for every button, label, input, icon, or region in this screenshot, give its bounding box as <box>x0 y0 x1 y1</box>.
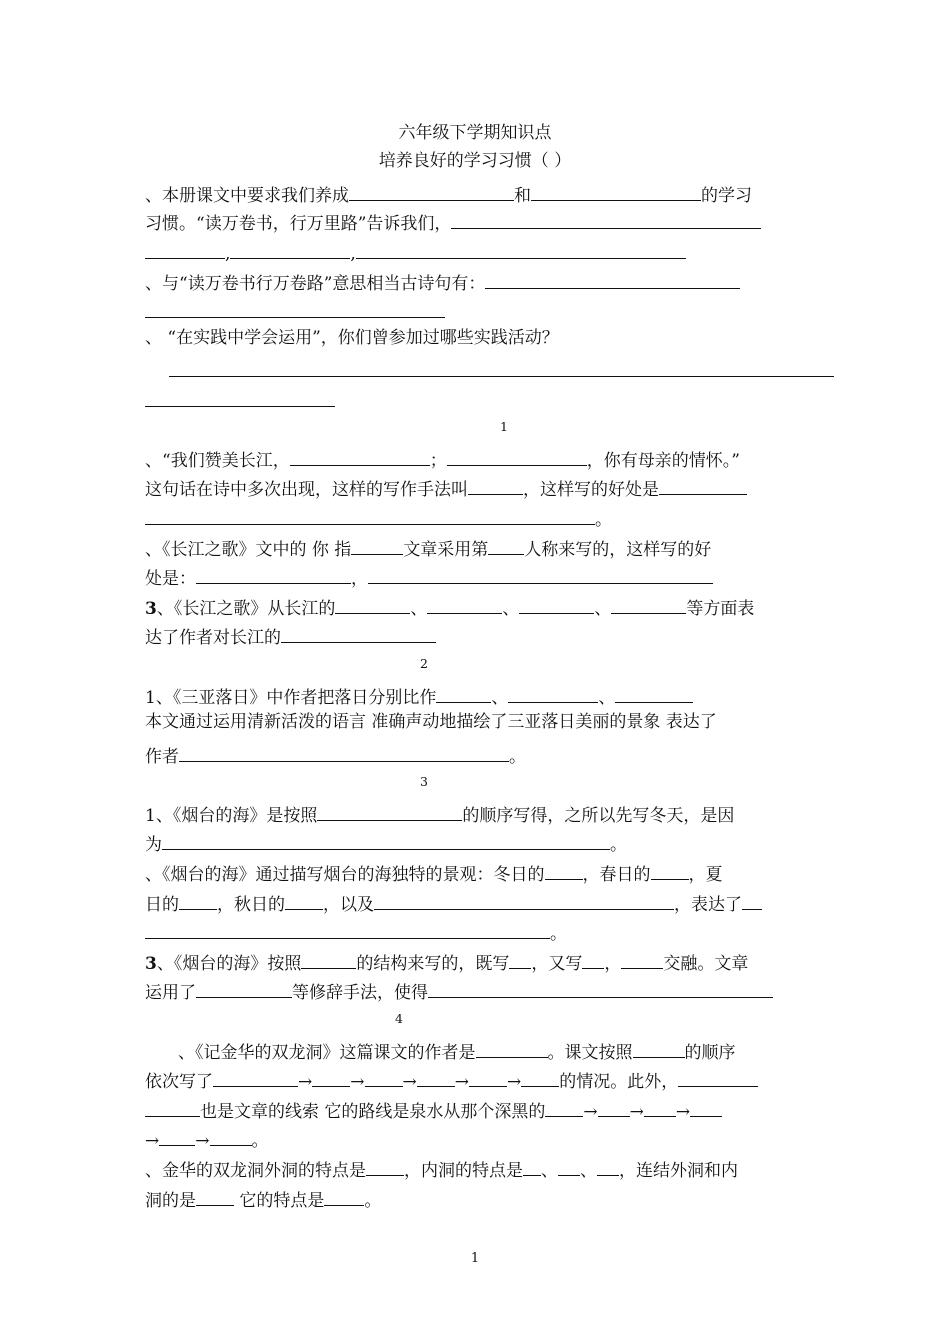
answer-blank <box>651 859 689 880</box>
question-line: 、《记金华的双龙洞》这篇课文的作者是 。课文按照 的顺序 <box>178 1037 736 1064</box>
answer-blank <box>519 593 594 614</box>
section-heading-lesson-1: 1 <box>500 419 509 434</box>
answer-blank <box>488 534 524 555</box>
question-line: 洞的是 它的特点是 。 <box>145 1185 381 1212</box>
answer-blank <box>365 1066 403 1087</box>
question-line: 、与“读万卷书行万卷路”意思相当古诗句有： <box>145 268 740 295</box>
page-number: 1 <box>470 1251 480 1266</box>
answer-blank <box>417 1066 455 1087</box>
answer-blank <box>324 1185 364 1206</box>
answer-blank <box>285 889 323 910</box>
answer-blank <box>508 682 598 703</box>
answer-blank <box>451 208 761 229</box>
answer-blank <box>428 977 773 998</box>
answer-blank <box>598 1096 630 1117</box>
answer-blank <box>145 504 595 525</box>
answer-blank <box>615 682 693 703</box>
answer-blank <box>366 1155 404 1176</box>
answer-blank <box>447 445 587 466</box>
question-line: 1、《烟台的海》是按照 的顺序写得，之所以先写冬天，是因 <box>145 800 734 827</box>
answer-blank <box>545 859 583 880</box>
question-line: 处是： ， <box>145 563 713 590</box>
answer-blank <box>509 948 531 969</box>
answer-blank <box>301 948 356 969</box>
question-line: 。 <box>145 504 612 531</box>
question-line: 、 “在实践中学会运用”，你们曾参加过哪些实践活动？ <box>145 328 559 348</box>
answer-blank <box>523 1155 541 1176</box>
section-heading-lesson-4: 4 <box>395 1011 404 1026</box>
question-line: 这句话在诗中多次出现，这样的写作手法叫 ，这样写的好处是 <box>145 474 747 501</box>
answer-blank <box>145 1096 200 1117</box>
answer-blank <box>290 445 430 466</box>
answer-blank <box>281 622 436 643</box>
question-line <box>145 356 834 383</box>
question-line: 日的 ，秋日的 ，以及 ，表达了 <box>145 889 762 916</box>
answer-blank <box>159 1125 195 1146</box>
answer-blank <box>162 829 610 850</box>
question-line: 本文通过运用清新活泼的语言 准确声动地描绘了三亚落日美丽的景象 表达了 <box>145 712 717 732</box>
answer-blank <box>545 1096 583 1117</box>
question-line: 。 <box>145 918 567 945</box>
question-line: 3、《烟台的海》按照 的结构来写的，既写 ，又写 ， 交融。文章 <box>145 948 748 975</box>
question-line: 达了作者对长江的 <box>145 622 436 649</box>
answer-blank <box>644 1096 676 1117</box>
answer-blank <box>476 1037 548 1058</box>
answer-blank <box>196 1185 234 1206</box>
answer-blank <box>521 1066 559 1087</box>
question-line: 、《长江之歌》文中的 你 指 文章采用第 人称来写的，这样写的好 <box>145 534 711 561</box>
answer-blank <box>145 386 335 407</box>
question-line: 、“我们赞美长江， ； ，你有母亲的情怀。” <box>145 445 740 472</box>
answer-blank <box>468 474 523 495</box>
question-line: 习惯。“读万卷书，行万里路”告诉我们， <box>145 208 761 235</box>
answer-blank <box>335 593 410 614</box>
answer-blank <box>427 593 502 614</box>
question-line: 依次写了 → → → → → 的情况。此外， <box>145 1066 758 1093</box>
question-line: 3、《长江之歌》从长江的 、 、 、 等方面表 <box>145 593 754 620</box>
answer-blank <box>678 1066 758 1087</box>
section-heading-lesson-2: 2 <box>420 656 429 671</box>
answer-blank <box>633 1037 685 1058</box>
answer-blank <box>582 948 604 969</box>
question-line <box>145 386 335 413</box>
answer-blank <box>368 563 713 584</box>
question-line: 运用了 等修辞手法，使得 <box>145 977 773 1004</box>
section-heading-lesson-3: 3 <box>420 774 429 789</box>
answer-blank <box>356 238 686 259</box>
answer-blank <box>145 238 225 259</box>
answer-blank <box>469 1066 507 1087</box>
question-line: 、本册课文中要求我们养成 和 的学习 <box>145 180 752 207</box>
answer-blank <box>351 534 403 555</box>
answer-blank <box>349 180 514 201</box>
answer-blank <box>210 1125 252 1146</box>
answer-blank <box>213 1066 298 1087</box>
answer-blank <box>621 948 663 969</box>
answer-blank <box>145 297 445 318</box>
answer-blank <box>230 238 350 259</box>
answer-blank <box>312 1066 350 1087</box>
question-line: 为 。 <box>145 829 627 856</box>
answer-blank <box>531 180 701 201</box>
answer-blank <box>317 800 462 821</box>
answer-blank <box>485 268 740 289</box>
answer-blank <box>145 918 550 939</box>
answer-blank <box>436 682 491 703</box>
question-line: , , <box>145 238 686 265</box>
answer-blank <box>179 741 509 762</box>
answer-blank <box>597 1155 619 1176</box>
answer-blank <box>611 593 686 614</box>
answer-blank <box>179 889 217 910</box>
question-line: 1、《三亚落日》中作者把落日分别比作 、 、 <box>145 682 693 709</box>
question-line <box>145 297 445 324</box>
question-line: 、《烟台的海》通过描写烟台的海独特的景观：冬日的 ，春日的 ，夏 <box>145 859 723 886</box>
answer-blank <box>659 474 747 495</box>
answer-blank <box>558 1155 580 1176</box>
question-line: 也是文章的线索 它的路线是泉水从那个深黑的 → → → <box>145 1096 722 1123</box>
question-line: → → 。 <box>145 1125 269 1152</box>
answer-blank <box>690 1096 722 1117</box>
question-line: 、金华的双龙洞外洞的特点是 ，内洞的特点是 、 、 ，连结外洞和内 <box>145 1155 738 1182</box>
answer-blank <box>196 977 292 998</box>
answer-blank <box>742 889 762 910</box>
section-heading-habit: 培养良好的学习习惯（ ） <box>378 151 572 171</box>
question-line: 作者 。 <box>145 741 526 768</box>
answer-blank <box>374 889 674 910</box>
page-title: 六年级下学期知识点 <box>398 123 552 143</box>
answer-blank <box>169 356 834 377</box>
answer-blank <box>196 563 351 584</box>
